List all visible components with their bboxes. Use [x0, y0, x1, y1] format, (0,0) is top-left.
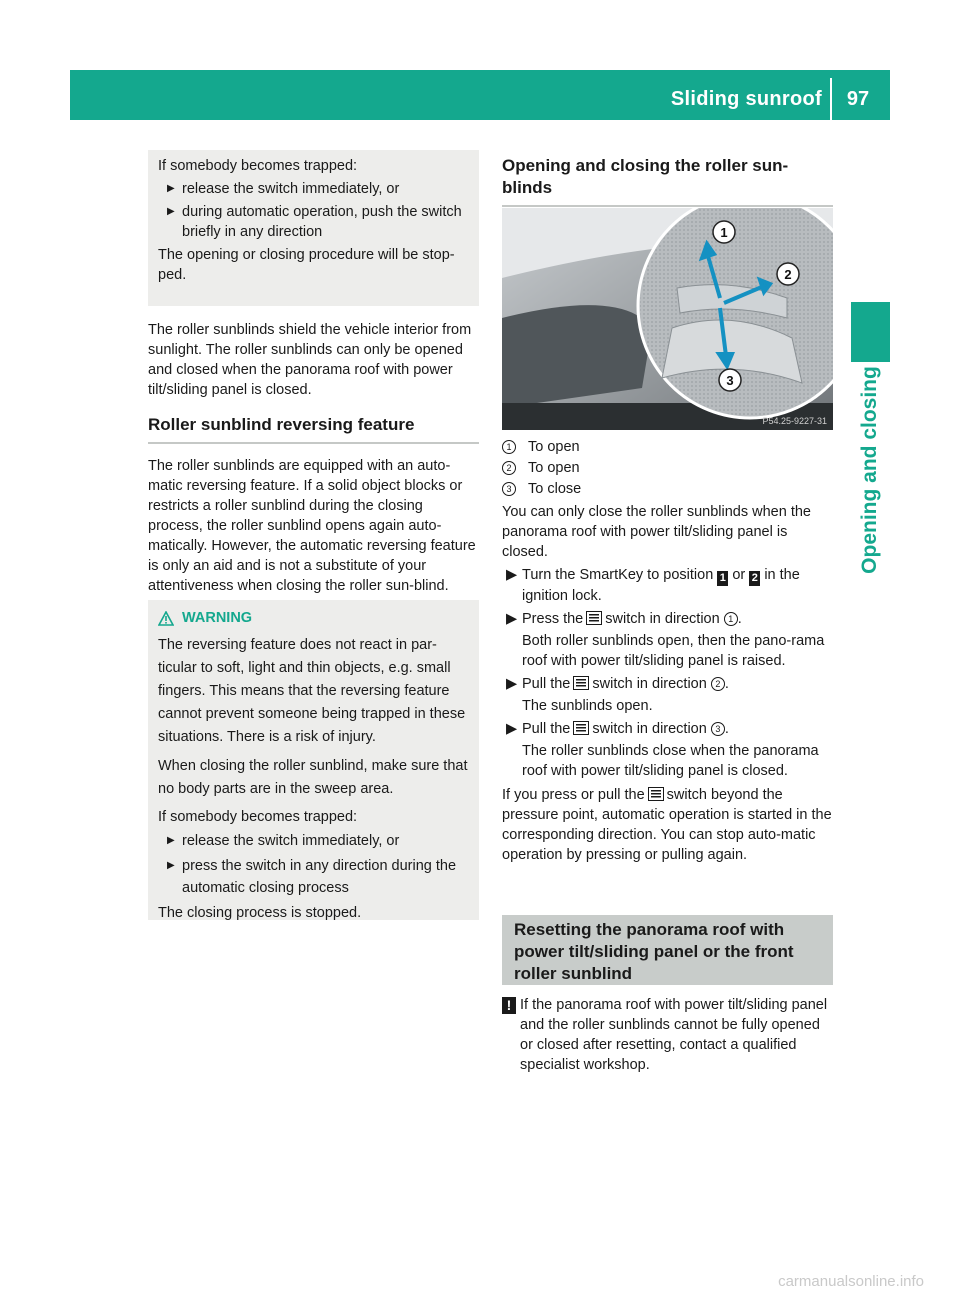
number-circle-icon: 1 [502, 440, 516, 454]
trapped-info-box [148, 150, 479, 306]
key-1-icon: 1 [717, 571, 728, 586]
list-item: ▶ during automatic operation, push the switch briefly in any direction [167, 204, 462, 240]
right-heading [502, 155, 833, 207]
bullet-icon: ▶ [167, 206, 175, 217]
heading-rule [502, 205, 833, 207]
paragraph: The roller sunblinds are equipped with an auto-matic reversing feature. If a solid object blocks or restricts a roller sunblind during the closing process, the roller sunblind opens again auto-matically. However, the automatic reversing feature is only an aid and is not a substitute of your attentiveness when closing the roller sun-blind. [148, 458, 476, 594]
number-circle-icon: 2 [711, 677, 725, 691]
bullet-icon: ▶ [167, 183, 175, 194]
exclamation-icon: ! [502, 997, 516, 1014]
right-column [502, 437, 834, 865]
list-item: ▶ press the switch in any direction during the automatic closing process [158, 855, 469, 899]
step-item: ▶ Pull the switch in direction 2 . [506, 676, 729, 692]
number-circle-icon: 1 [724, 612, 738, 626]
roof-switch-icon [586, 611, 602, 625]
box-intro: If somebody becomes trapped: [158, 158, 358, 174]
arrow-icon: ▶ [506, 721, 518, 737]
step-result: The roller sunblinds close when the panorama roof with power tilt/sliding panel is closed. [522, 743, 819, 779]
header-divider [830, 78, 832, 120]
image-code: P54.25-9227-31 [762, 416, 827, 426]
heading-rule [148, 442, 479, 444]
callout-1: 1 [720, 225, 728, 240]
roof-switch-illustration [502, 208, 833, 430]
left-column [148, 320, 479, 596]
number-circle-icon: 3 [711, 722, 725, 736]
bullet-icon: ▶ [167, 860, 175, 871]
arrow-icon: ▶ [506, 676, 518, 692]
warning-text: The closing process is stopped. [158, 905, 362, 921]
notice: ! If the panorama roof with power tilt/sliding panel and the roller sunblinds cannot be fully opened or closed after resetting, contact a qualified specialist workshop. [502, 995, 834, 1075]
legend-item: 1 To open [502, 437, 834, 457]
arrow-icon: ▶ [506, 567, 518, 583]
paragraph: If you press or pull the switch beyond the pressure point, automatic operation is started in the corresponding direction. You can stop auto-matic operation by pressing or pulling again. [502, 787, 832, 863]
number-circle-icon: 3 [502, 482, 516, 496]
section-heading: Opening and closing the roller sun- blinds [502, 156, 789, 197]
chapter-label: Opening and closing [858, 366, 881, 574]
warning-title: WARNING [158, 608, 469, 628]
chapter-tab [851, 302, 890, 362]
key-2-icon: 2 [749, 571, 760, 586]
section-title: Sliding sunroof [670, 88, 822, 110]
resetting-heading: Resetting the panorama roof with power tilt/sliding panel or the front roller sunblind [502, 915, 833, 985]
warning-text: The reversing feature does not react in par-ticular to soft, light and thin objects, e.g. small fingers. This means that the reversing feature cannot prevent someone being trapped in these situations. There is a risk of injury. [158, 637, 466, 745]
roof-switch-icon [573, 676, 589, 690]
list-item: ▶ release the switch immediately, or [167, 181, 400, 197]
warning-box [148, 600, 479, 920]
bullet-icon: ▶ [167, 835, 175, 846]
list-item: ▶ release the switch immediately, or [167, 833, 400, 849]
number-circle-icon: 2 [502, 461, 516, 475]
paragraph: The roller sunblinds shield the vehicle interior from sunlight. The roller sunblinds can only be opened and closed when the panorama roof with power tilt/sliding panel is closed. [148, 322, 472, 398]
roof-switch-photo [502, 208, 833, 430]
warning-text: If somebody becomes trapped: [158, 809, 358, 825]
roof-switch-icon [573, 721, 589, 735]
roof-switch-icon [648, 787, 664, 801]
step-result: The sunblinds open. [522, 698, 653, 714]
arrow-icon: ▶ [506, 611, 518, 627]
legend-item: 3 To close [502, 479, 834, 499]
box-outro: The opening or closing procedure will be stop-ped. [158, 247, 455, 283]
warning-triangle-icon [158, 611, 174, 626]
callout-2: 2 [784, 267, 792, 282]
step-item: ▶ Turn the SmartKey to position 1 or 2 in the ignition lock. [506, 567, 800, 604]
warning-text: When closing the roller sunblind, make sure that no body parts are in the sweep area. [158, 758, 468, 797]
step-item: ▶ Pull the switch in direction 3 . [506, 721, 729, 737]
watermark: carmanualsonline.info [778, 1273, 924, 1290]
header-bar [70, 70, 890, 120]
paragraph: You can only close the roller sunblinds when the panorama roof with power tilt/sliding panel is closed. [502, 504, 811, 560]
step-result: Both roller sunblinds open, then the pano-rama roof with power tilt/sliding panel is raised. [522, 633, 825, 669]
page-number: 97 [846, 88, 870, 110]
callout-3: 3 [726, 373, 734, 388]
step-item: ▶ Press the switch in direction 1 . [506, 611, 742, 627]
section-heading: Roller sunblind reversing feature [148, 415, 415, 434]
legend-item: 2 To open [502, 458, 834, 478]
